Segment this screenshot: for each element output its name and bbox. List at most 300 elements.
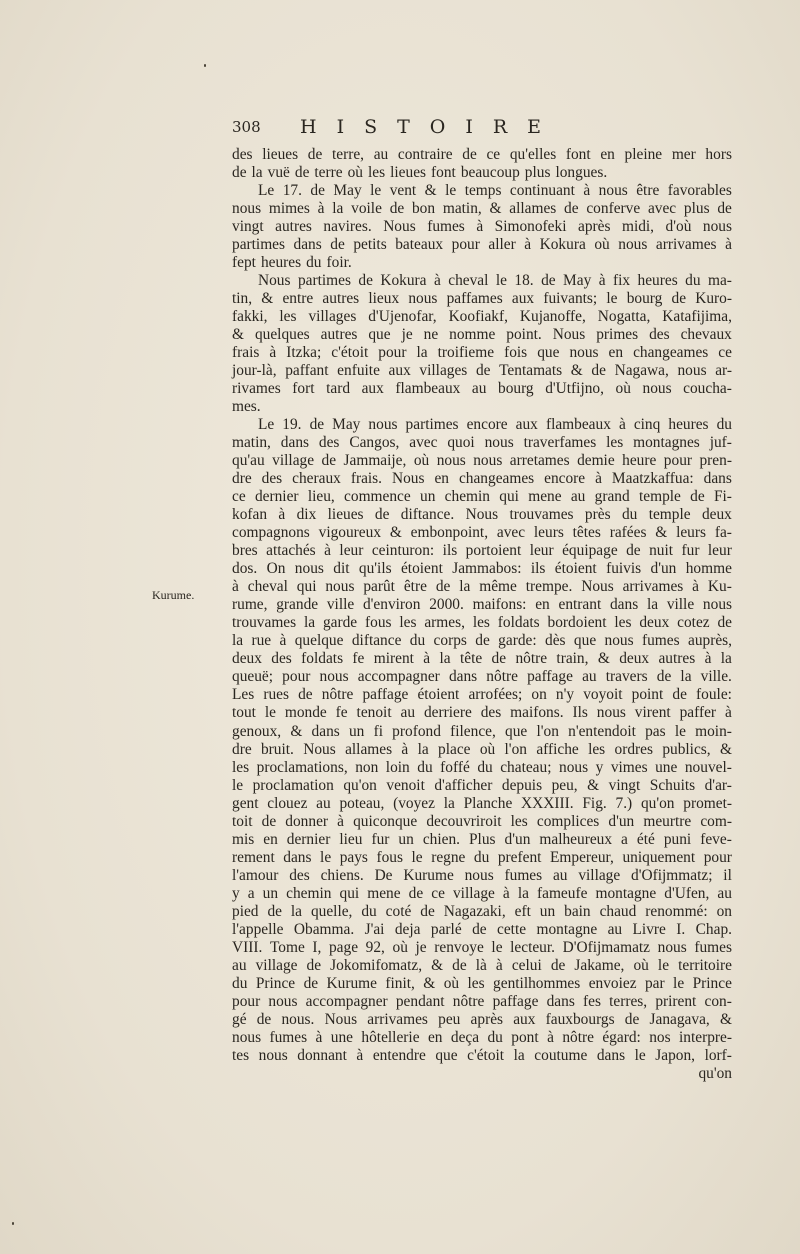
- word: auprès,: [687, 632, 732, 650]
- text-line: [232, 236, 732, 254]
- word: qu'on: [698, 1064, 732, 1082]
- text-line: [232, 596, 732, 614]
- word: ville.: [700, 668, 732, 686]
- word: aux: [515, 416, 538, 434]
- word: fumes: [641, 632, 680, 650]
- word: finit,: [385, 974, 415, 992]
- word: Ku-: [707, 578, 732, 596]
- word: D'Ofijmamatz: [562, 938, 651, 956]
- word: longues.: [555, 164, 608, 182]
- text-line: [232, 704, 732, 722]
- word: peu,: [551, 776, 578, 794]
- word: à: [433, 272, 441, 290]
- word: Schuits: [649, 776, 696, 794]
- word: Nous: [552, 326, 586, 344]
- word: la: [439, 650, 451, 668]
- word: les: [399, 614, 417, 632]
- word: deça: [450, 1028, 480, 1046]
- word: mis: [232, 830, 255, 848]
- word: maifons.: [510, 704, 564, 722]
- word: nos: [649, 1028, 671, 1046]
- word: d'afficher: [434, 776, 493, 794]
- word: la: [290, 902, 303, 920]
- word: contraire: [397, 146, 453, 163]
- text-line: [232, 632, 732, 650]
- word: des: [649, 326, 670, 344]
- word: nous: [596, 704, 626, 722]
- word: cheval: [247, 578, 288, 596]
- word: coutume: [534, 1046, 588, 1064]
- text-line: [232, 957, 732, 975]
- word: frais: [232, 344, 260, 362]
- word: dernier: [286, 830, 331, 848]
- word: au: [316, 794, 331, 812]
- word: à: [598, 272, 606, 290]
- word: (voyez: [393, 794, 435, 812]
- word: Nous: [391, 470, 425, 488]
- word: de: [232, 164, 247, 182]
- word: nous: [702, 218, 732, 236]
- running-title: HISTOIRE: [300, 116, 562, 138]
- word: la: [459, 578, 471, 596]
- word: nous: [618, 236, 648, 254]
- word: commence: [344, 488, 411, 506]
- word: nous: [294, 560, 324, 578]
- word: place: [438, 740, 471, 758]
- word: partimes: [405, 416, 459, 434]
- word: 18.: [514, 272, 534, 290]
- word: 92,: [365, 938, 385, 956]
- word: diftance.: [400, 506, 455, 524]
- text-line: [232, 921, 732, 939]
- word: du: [487, 1028, 503, 1046]
- word: au: [400, 704, 416, 722]
- word: nous: [702, 596, 732, 614]
- word: Nous: [258, 272, 291, 290]
- word: de: [626, 542, 641, 560]
- word: toit: [232, 812, 253, 830]
- word: du: [232, 974, 248, 992]
- word: affiche: [536, 740, 579, 758]
- text-line: [232, 146, 732, 164]
- word: rues: [263, 686, 289, 704]
- word: à: [423, 650, 431, 668]
- word: nous: [258, 1046, 288, 1064]
- word: tenoit: [356, 704, 392, 722]
- word: Japon,: [655, 1046, 696, 1064]
- word: favorables: [667, 182, 732, 200]
- text-line: [232, 686, 732, 704]
- text-line: [232, 434, 732, 452]
- text-line: [232, 1029, 732, 1047]
- text-line: [232, 867, 732, 885]
- word: Nous: [465, 506, 499, 524]
- word: donnant: [297, 1046, 347, 1064]
- word: chien.: [422, 830, 460, 848]
- text-line: [232, 614, 732, 632]
- word: villages: [419, 362, 468, 380]
- word: nous: [436, 452, 466, 470]
- word: compagnons: [232, 524, 310, 542]
- word: là: [475, 956, 487, 974]
- text-line: [232, 524, 732, 542]
- word: tin,: [232, 290, 253, 308]
- word: nous: [368, 416, 398, 434]
- word: Maatzkaffua:: [611, 470, 694, 488]
- word: jour-là,: [232, 362, 277, 380]
- word: la: [332, 200, 344, 218]
- word: nous: [408, 290, 438, 308]
- word: Le: [258, 182, 275, 200]
- word: rume,: [232, 596, 268, 614]
- word: fameufe: [537, 884, 588, 902]
- word: Prince: [692, 974, 732, 992]
- word: &: [431, 956, 444, 974]
- word: Ils: [572, 704, 588, 722]
- word: fur: [681, 542, 700, 560]
- word: Tentamats: [499, 362, 563, 380]
- word: continuant: [509, 182, 575, 200]
- word: a: [247, 884, 255, 902]
- word: le: [264, 704, 276, 722]
- word: ce: [718, 344, 732, 362]
- word: non: [355, 758, 379, 776]
- word: Jakame,: [574, 956, 625, 974]
- word: l'amour: [232, 866, 279, 884]
- word: profond: [392, 722, 441, 740]
- text-line: [232, 200, 732, 218]
- word: peu: [438, 1010, 461, 1028]
- word: en: [427, 1028, 443, 1046]
- page-header: [0, 116, 800, 146]
- word: hors: [705, 146, 732, 163]
- word: Nagazaki,: [443, 902, 506, 920]
- word: les: [279, 308, 297, 326]
- word: monde: [284, 704, 327, 722]
- word: fix: [612, 272, 631, 290]
- word: nôtre: [486, 668, 518, 686]
- word: dès: [545, 632, 566, 650]
- word: du: [716, 416, 732, 434]
- word: voyoit: [583, 686, 623, 704]
- word: de: [491, 650, 507, 668]
- text-line: [232, 885, 732, 903]
- word: la: [251, 164, 263, 182]
- word: enfuite: [337, 362, 380, 380]
- word: de: [462, 146, 477, 163]
- word: lieu: [339, 830, 363, 848]
- word: coté: [385, 902, 412, 920]
- word: village: [272, 452, 315, 470]
- word: nous: [559, 758, 589, 776]
- word: leur: [529, 542, 554, 560]
- word: portoient: [465, 542, 522, 560]
- word: quelque: [294, 632, 344, 650]
- word: dre: [232, 740, 252, 758]
- word: à: [595, 470, 602, 488]
- text-line: [232, 560, 732, 578]
- word: Empereur,: [550, 848, 614, 866]
- word: travers: [605, 668, 648, 686]
- word: à: [279, 632, 287, 650]
- word: bourg: [498, 380, 534, 398]
- word: paffant: [285, 362, 329, 380]
- word: aux: [361, 380, 384, 398]
- word: de: [261, 812, 277, 830]
- word: May: [332, 416, 361, 434]
- word: à: [547, 1028, 554, 1046]
- word: ma-: [707, 272, 732, 290]
- word: pas: [645, 722, 666, 740]
- word: encore: [466, 416, 508, 434]
- word: garde:: [498, 632, 537, 650]
- word: bain: [564, 902, 591, 920]
- word: pour: [451, 236, 480, 254]
- word: foir.: [326, 254, 352, 272]
- word: kofan: [232, 506, 268, 524]
- word: du: [361, 902, 377, 920]
- word: proclamations,: [256, 758, 348, 776]
- word: montagnes: [633, 434, 700, 452]
- word: au: [232, 956, 247, 974]
- word: y: [595, 758, 604, 776]
- word: Nogatta,: [597, 308, 651, 326]
- word: &: [424, 182, 437, 200]
- word: un: [262, 884, 279, 902]
- word: la: [232, 632, 244, 650]
- text-line: [232, 488, 732, 506]
- word: à: [315, 1028, 323, 1046]
- word: vigoureux: [318, 524, 382, 542]
- word: la: [680, 668, 692, 686]
- word: avec: [647, 200, 677, 218]
- word: foldats: [497, 614, 540, 632]
- word: bres: [232, 542, 258, 560]
- word: la: [303, 614, 316, 632]
- word: avec: [496, 524, 526, 542]
- word: du: [417, 758, 433, 776]
- word: le: [232, 776, 244, 794]
- word: l'on: [536, 722, 559, 740]
- word: chiens.: [320, 866, 364, 884]
- word: de: [420, 902, 435, 920]
- word: après: [577, 218, 611, 236]
- word: cette: [497, 920, 527, 938]
- word: pays: [339, 848, 368, 866]
- word: village: [255, 956, 298, 974]
- word: rement: [232, 848, 275, 866]
- text-line: [232, 362, 732, 380]
- word: du: [685, 272, 701, 290]
- word: qu'au: [232, 452, 265, 470]
- word: n'y: [555, 686, 575, 704]
- text-line: [232, 759, 732, 777]
- word: nous: [325, 578, 355, 596]
- word: en: [535, 596, 550, 614]
- word: page: [328, 938, 359, 956]
- word: têtes: [572, 524, 601, 542]
- word: le: [634, 1046, 646, 1064]
- word: le: [673, 974, 685, 992]
- word: fes: [582, 992, 601, 1010]
- word: fort: [292, 380, 315, 398]
- word: dit: [333, 560, 350, 578]
- word: deux: [619, 650, 650, 668]
- word: virent: [634, 704, 671, 722]
- word: fe: [352, 650, 365, 668]
- word: de: [656, 668, 672, 686]
- word: autres: [322, 290, 360, 308]
- word: aux: [388, 362, 411, 380]
- text-line: [232, 723, 732, 741]
- word: XXXIII.: [521, 794, 574, 812]
- word: ils: [442, 542, 458, 560]
- word: Jokomifomatz,: [330, 956, 423, 974]
- text-line: [232, 470, 732, 488]
- word: aux: [511, 290, 535, 308]
- word: ce: [486, 146, 501, 163]
- word: cheraux: [292, 470, 341, 488]
- word: moin-: [695, 722, 732, 740]
- word: regne: [431, 848, 466, 866]
- word: à: [583, 182, 591, 200]
- word: celui: [511, 956, 542, 974]
- word: à: [401, 740, 409, 758]
- word: nous: [677, 362, 707, 380]
- word: dos.: [232, 560, 258, 578]
- word: ordres: [614, 740, 653, 758]
- word: pleine: [624, 146, 663, 163]
- word: uniquement: [622, 848, 696, 866]
- word: la: [416, 344, 428, 362]
- word: chateau;: [500, 758, 552, 776]
- word: terres,: [609, 992, 648, 1010]
- word: un: [398, 830, 414, 848]
- paper-speck: [12, 1222, 14, 1225]
- word: un: [348, 722, 365, 740]
- body-text: [232, 146, 732, 1083]
- word: des: [318, 434, 340, 452]
- word: que: [505, 722, 528, 740]
- word: gentilhommes: [493, 974, 581, 992]
- word: nous: [657, 938, 687, 956]
- word: nous: [232, 200, 262, 218]
- word: troifieme: [437, 344, 495, 362]
- word: du: [409, 632, 426, 650]
- word: &: [719, 1010, 732, 1028]
- word: le: [411, 848, 423, 866]
- word: tard: [326, 380, 351, 398]
- word: territoire: [678, 956, 732, 974]
- word: paffage: [362, 686, 409, 704]
- word: des: [261, 470, 283, 488]
- word: conferve: [586, 200, 641, 218]
- word: nous: [642, 380, 672, 398]
- word: derriere: [423, 704, 472, 722]
- text-line: [232, 254, 732, 272]
- word: &: [719, 740, 732, 758]
- text-line: [232, 993, 732, 1011]
- word: en: [263, 830, 278, 848]
- word: lieues: [327, 506, 364, 524]
- word: de: [303, 974, 319, 992]
- word: fauxbourgs: [545, 1010, 615, 1028]
- word: fous: [376, 848, 403, 866]
- word: où: [615, 380, 631, 398]
- word: pour: [232, 992, 261, 1010]
- word: Nous: [581, 578, 614, 596]
- word: J'ai: [364, 920, 385, 938]
- word: qui: [339, 884, 360, 902]
- word: fuivants;: [543, 290, 598, 308]
- word: lieu,: [307, 488, 335, 506]
- word: fois: [504, 344, 528, 362]
- word: Cangos,: [349, 434, 400, 452]
- word: Kuro-: [695, 290, 732, 308]
- word: d'Ofijmmatz;: [631, 866, 713, 884]
- text-line: [232, 182, 732, 200]
- word: pren-: [699, 452, 732, 470]
- word: lecteur.: [510, 938, 556, 956]
- word: que: [435, 1046, 458, 1064]
- word: que: [573, 632, 597, 650]
- word: une: [655, 758, 678, 776]
- word: traverfames: [523, 434, 597, 452]
- word: midi,: [621, 218, 655, 236]
- word: la: [417, 740, 429, 758]
- word: fumes: [269, 1028, 308, 1046]
- word: de: [452, 956, 467, 974]
- text-line: [232, 795, 732, 813]
- word: leurs: [533, 524, 564, 542]
- word: petits: [353, 236, 387, 254]
- word: nous: [319, 668, 349, 686]
- word: fumes: [504, 866, 543, 884]
- word: l'appelle: [232, 920, 284, 938]
- word: Janagava,: [649, 1010, 710, 1028]
- text-line: [232, 542, 732, 560]
- word: grand: [594, 488, 630, 506]
- word: étoient: [554, 560, 597, 578]
- word: au: [570, 488, 586, 506]
- word: quelques: [254, 326, 310, 344]
- word: qu'on: [640, 794, 675, 812]
- word: en: [608, 344, 624, 362]
- word: ce: [431, 884, 445, 902]
- word: du: [477, 758, 493, 776]
- word: chemin: [286, 884, 332, 902]
- text-line: [232, 344, 732, 362]
- word: heure: [622, 452, 657, 470]
- word: équipage: [562, 542, 618, 560]
- word: Nous: [383, 218, 416, 236]
- word: heures: [637, 272, 678, 290]
- word: prirent: [655, 992, 697, 1010]
- word: de: [389, 200, 405, 218]
- word: où: [392, 938, 408, 956]
- word: à: [724, 704, 732, 722]
- word: dans: [448, 668, 478, 686]
- word: d'Ujenofar,: [368, 308, 437, 326]
- word: Jammabos:: [452, 560, 522, 578]
- word: à: [725, 236, 732, 254]
- word: entendre: [372, 1046, 426, 1064]
- word: Nous: [324, 1010, 358, 1028]
- word: leurs: [676, 524, 706, 542]
- word: les: [472, 614, 490, 632]
- word: queuë;: [232, 668, 274, 686]
- word: au: [471, 380, 487, 398]
